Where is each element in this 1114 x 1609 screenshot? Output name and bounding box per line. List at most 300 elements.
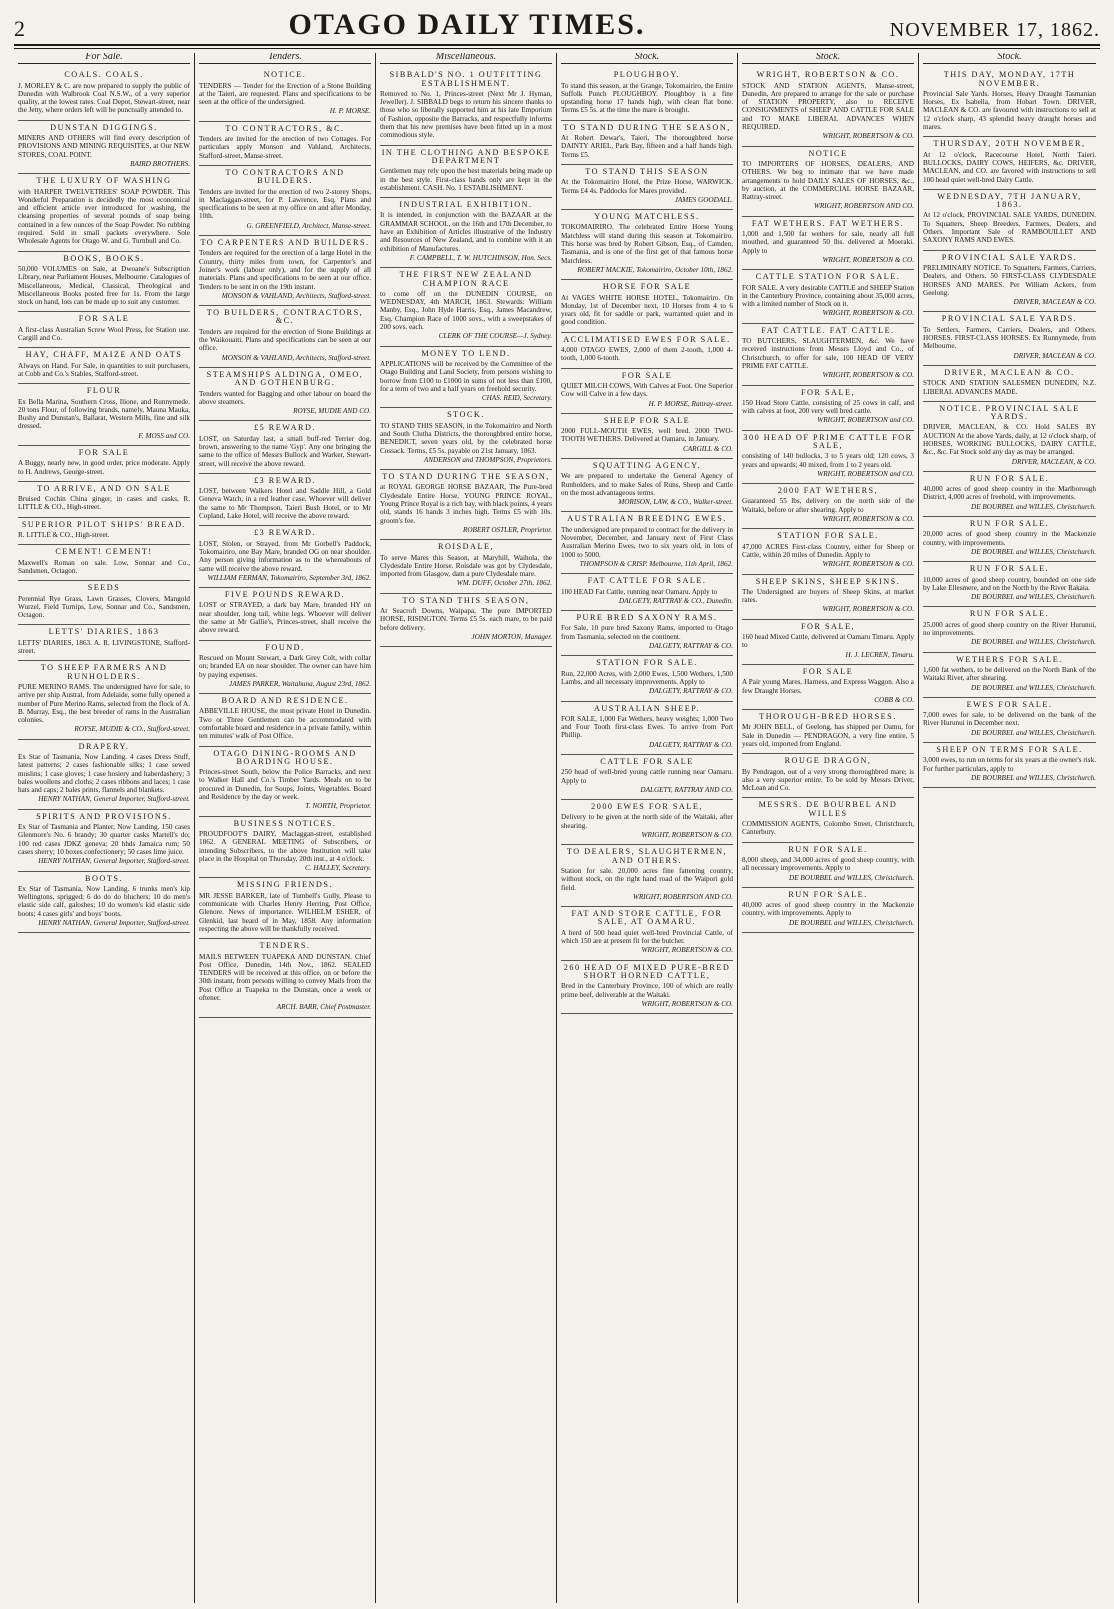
ad-body: Tenders are required for the erection of Stone Buildings at the Waikouaiti. Plans and specifications can be seen at our office. <box>199 327 371 353</box>
ad-title: 2000 FAT WETHERS, <box>777 486 879 496</box>
advertisement <box>923 698 1096 743</box>
advertisement <box>18 625 190 661</box>
ad-title: TO CARPENTERS AND BUILDERS. <box>200 238 370 248</box>
advertisement <box>380 540 552 593</box>
ad-title: TO STAND DURING THE SEASON, <box>382 472 550 482</box>
ad-body: For Sale, 10 pure bred Saxony Rams, imported to Otago from Tasmania, selected on the continent. <box>561 624 733 641</box>
ad-title: SPIRITS AND PROVISIONS. <box>36 811 172 821</box>
ad-signature: DALGETY, RATTRAY & CO. <box>649 740 733 749</box>
ad-body: Ex Bella Marina, Southern Cross, Ilione, and Runnymede. 20 tons Flour, of following brands, namely, Mauna Mauka, Bushy and Dunstan's, Ballarat, Western Mills, fine and silk dressed. <box>18 397 190 431</box>
ad-signature: DE BOURBEL and WILLES, Christchurch. <box>971 683 1096 692</box>
ad-title: RUN FOR SALE. <box>969 609 1050 619</box>
ad-title: FLOUR <box>86 386 122 396</box>
ad-title: RUN FOR SALE. <box>969 519 1050 529</box>
ad-body: R. LITTLE & CO., High-street. <box>18 531 110 540</box>
advertisement <box>561 414 733 459</box>
ad-signature: DE BOURBEL and WILLES, Christchurch. <box>971 547 1096 556</box>
advertisement <box>199 878 371 939</box>
ad-title: TENDERS. <box>259 941 311 951</box>
ad-title: WEDNESDAY, 7TH JANUARY, 1863. <box>937 191 1082 210</box>
ad-signature: WRIGHT, ROBERTSON & CO. <box>641 831 733 840</box>
ad-signature: DE BOURBEL and WILLES, Christchurch. <box>971 638 1096 647</box>
ad-signature: WRIGHT, ROBERTSON & CO. <box>822 371 914 380</box>
column-heading: For Sale. <box>18 53 190 64</box>
ad-body: Provincial Sale Yards. Horses, Heavy Draught Tasmanian Horses, Ex Isabella, from Hobart Town. DRIVER, MACLEAN & CO. are favoured with instructions to sell at 12 o'clock sharp, 43 splendid heavy draught horses and mares. <box>923 89 1096 132</box>
ad-title: HORSE FOR SALE <box>602 282 692 292</box>
ad-body: MAILS BETWEEN TUAPEKA AND DUNSTAN. Chief Post Office, Dunedin, 14th Nov., 1862. SEALED TENDERS will be received at this office, on or before the 30th instant, from persons willing to convey Mails from the Post Office at Tuapeka to the Dunstan, once a week or oftener. <box>199 952 371 1003</box>
advertisement <box>380 408 552 470</box>
column-heading: Stock. <box>742 53 914 64</box>
ad-signature: CLERK OF THE COURSE—J. Sydney. <box>438 332 552 341</box>
ad-title: CEMENT! CEMENT! <box>55 547 153 557</box>
advertisement <box>18 581 190 625</box>
ad-body: STOCK AND STATION SALESMEN DUNEDIN, N.Z. LIBERAL ADVANCES MADE. <box>923 379 1096 396</box>
ad-title: RUN FOR SALE. <box>969 564 1050 574</box>
ad-body: DRIVER, MACLEAN, & CO. Hold SALES BY AUCTION At the above Yards, daily, at 12 o'clock sharp, of HORSES, WORKING BULLOCKS, DAIRY CATTLE, &c., &c. Fat Stock sold any day as may be arranged. <box>923 423 1096 457</box>
ad-body: PROUDFOOT'S DAIRY, Maclaggan-street, established 1862. A GENERAL MEETING of Subscribers, or intending Subscribers, to the above Institution will take place in the Hospital on Thursday, 20th inst., at 4 o'clock. <box>199 829 371 863</box>
ad-title: DRAPERY. <box>78 741 130 751</box>
ad-body: Tenders are required for the erection of a large Hotel in the Country, thirty miles from town, for Carpenter's and Joiner's work (labour only), and for the supply of all materials. Plans and specifications to be seen at our office. Tenders to be sent in on the 19th instant. <box>199 249 371 291</box>
advertisement <box>380 146 552 198</box>
ad-title: FOR SALE, <box>801 621 855 631</box>
advertisement <box>18 121 190 174</box>
ad-title: FAT CATTLE. FAT CATTLE. <box>761 325 895 335</box>
ad-body: 250 head of well-bred young cattle running near Oamaru. Apply to <box>561 768 733 785</box>
advertisement <box>923 366 1096 402</box>
advertisement <box>742 431 914 484</box>
ad-body: TO STAND THIS SEASON, in the Tokomairiro and North and South Clutha Districts, the thoroughbred entire horse, BENEDICT, seven years old, by the celebrated horse Cossack. Terms, £5 5s. payable on 21st January, 1863. <box>380 421 552 455</box>
ad-signature: DALGETY, RATTRAY AND CO. <box>640 785 733 794</box>
advertisement <box>199 641 371 694</box>
ad-body: Bred in the Canterbury Province, 100 of which are really prime beef, deliverable at the Waitaki. <box>561 982 733 999</box>
ad-body: PURE MERINO RAMS. The undersigned have for sale, to arrive per ship Austral, from Adelaide, some fully opened a number of Pure Merino Rams, selected from the flock of A. B. Murray, Esq., the best breeder of rams in the Australian colonies. <box>18 682 190 725</box>
ad-body: We are prepared to undertake the General Agency of Runholders, and to make Sales of Runs, Sheep and Cattle on the most advantageous terms. <box>561 472 733 497</box>
ad-title: TO ARRIVE, AND ON SALE <box>37 483 171 493</box>
ad-title: THOROUGH-BRED HORSES. <box>759 712 897 722</box>
ad-signature: HENRY NATHAN, General Importer, Stafford-street. <box>38 919 190 928</box>
ad-body: Ex Star of Tasmania, Now Landing. 6 trunks men's kip Wellingtons, sprigged; 6 do do do bluchers; 10 do men's elastic side calf, galoshes; 10 do women's kid elastic side boots; 4 cases girls' and boys' boots. <box>18 884 190 918</box>
ad-signature: ROYSE, MUDIE & CO., Stafford-street. <box>74 725 190 734</box>
ad-title: SHEEP ON TERMS FOR SALE. <box>936 745 1083 754</box>
ad-signature: H. J. LECREN, Timaru. <box>845 650 914 659</box>
ad-title: THE LUXURY OF WASHING <box>36 176 172 186</box>
advertisement <box>380 594 552 647</box>
ad-title: STATION FOR SALE. <box>596 658 698 668</box>
ad-body: LOST, between Walkers Hotel and Saddle Hill, a Gold Geneva Watch, in a red leather case. Whoever will deliver the same to Mr Thompson, Taieri Bush Hotel, or to Mr Copland, Lake Hotel, will receive the above reward. <box>199 487 371 521</box>
ad-title: DUNSTAN DIGGINGS. <box>50 122 158 132</box>
ad-title: MONEY TO LEND. <box>421 348 511 358</box>
ad-body: Tenders wanted for Bagging and other labour on board the above steamers. <box>199 389 371 406</box>
ad-body: At VAGES WHITE HORSE HOTEL, Tokomairiro. On Monday, 1st of December next, 10 Horses from 4 to 6 years old, fit for saddle or park, warranted quiet and in good condition. <box>561 293 733 327</box>
ad-signature: HENRY NATHAN, General Importer, Stafford-street. <box>38 857 190 866</box>
advertisement <box>18 482 190 518</box>
ad-body: Gentlemen may rely upon the best materials being made up in the best style. First-class hands only are kept in the establishment. CASH. No. 1 ESTABLISHMENT. <box>380 167 552 192</box>
ad-title: FOR SALE <box>802 666 854 676</box>
ad-title: AUSTRALIAN SHEEP. <box>593 703 700 713</box>
ad-signature: MONSON & VAHLAND, Architects, Stafford-street. <box>221 353 371 362</box>
ad-title: NOTICE. PROVINCIAL SALE YARDS. <box>939 403 1080 422</box>
ad-signature: DE BOURBEL and WILLES, Christchurch. <box>971 773 1096 782</box>
ad-signature: HENRY NATHAN, General Importer, Stafford-street. <box>38 795 190 804</box>
ad-title: FOR SALE <box>621 370 673 380</box>
ad-body: LETTS' DIARIES, 1863. A. R. LIVINGSTONE, Stafford-street. <box>18 638 190 656</box>
ad-signature: C. HALLEY, Secretary. <box>305 864 371 873</box>
ad-signature: WRIGHT, ROBERTSON AND CO. <box>813 202 914 211</box>
advertisement <box>199 166 371 236</box>
advertisement <box>199 368 371 421</box>
ad-signature: ANDERSON and THOMPSON, Proprietors. <box>423 455 552 464</box>
advertisement <box>199 122 371 166</box>
ad-signature: WRIGHT, ROBERTSON & CO. <box>822 132 914 141</box>
column-heading: Tenders. <box>199 53 371 64</box>
ad-title: PROVINCIAL SALE YARDS. <box>941 314 1078 324</box>
column-2 <box>195 53 376 1603</box>
advertisement <box>742 843 914 888</box>
advertisement <box>561 459 733 512</box>
ad-title: ROISDALE, <box>437 542 495 552</box>
ad-title: STATION FOR SALE. <box>777 531 879 541</box>
ad-signature: COBB & CO. <box>874 695 914 704</box>
ad-title: ACCLIMATISED EWES FOR SALE. <box>563 334 731 344</box>
ad-body: COMMISSION AGENTS, Colombo Street, Christchurch, Canterbury. <box>742 820 914 837</box>
ad-signature: WRIGHT, ROBERTSON & CO. <box>822 560 914 569</box>
ad-title: RUN FOR SALE. <box>969 473 1050 483</box>
column-5 <box>738 53 919 1603</box>
ad-title: LETTS' DIARIES, 1863 <box>48 627 160 637</box>
ad-body: At Seacroft Downs, Waipapa, The pure IMPORTED HORSE, RISINGTON. Terms £5 5s. each mare, to be paid before delivery. <box>380 607 552 632</box>
ad-body: Ex Star of Tasmania, Now Landing. 4 cases Dress Stuff, latest patterns; 2 cases fashionable silks; 1 case sewed muslins; 1 case gloves; 1 case hosiery and haberdashery; 3 bales woollens and cloths; 2 cases ribbons and laces; 1 case hats and caps; 2 bales prints, flannels and blankets. <box>18 753 190 795</box>
advertisement <box>199 588 371 640</box>
column-heading: Stock. <box>923 53 1096 64</box>
ad-title: TO CONTRACTORS AND BUILDERS. <box>225 167 345 186</box>
ad-body: Ex Star of Tasmania and Planter, Now Landing. 150 cases Glenmore's No. 6 brandy; 30 quarter casks Martell's do; 100 red cases JDKZ geneva; 20 hhds Jamaica rum; 50 cases sherry; 10 boxes confectionery; 50 cases lime juice. <box>18 823 190 856</box>
ad-title: AUSTRALIAN BREEDING EWES. <box>567 514 727 524</box>
column-heading: Stock. <box>561 53 733 64</box>
ad-title: COALS. COALS. <box>64 70 144 80</box>
ad-body: TO IMPORTERS OF HORSES, DEALERS, AND OTHERS. We beg to intimate that we have made arrangements to hold DAILY SALES OF HORSES, &c., by auction, at the COMMERCIAL HORSE BAZAAR, Rattray-street. <box>742 159 914 202</box>
advertisement <box>18 740 190 810</box>
ad-body: LOST or STRAYED, a dark bay Mare, branded HY on near shoulder, long tail, white legs. Whoever will deliver the same at Mr Gallie's, Princes-street, shall receive the above reward. <box>199 601 371 635</box>
ad-body: The Undersigned are buyers of Sheep Skins, at market rates. <box>742 587 914 605</box>
column-4 <box>557 53 738 1603</box>
ad-signature: MORISON, LAW, & CO., Walker-street. <box>618 498 733 507</box>
ad-title: NOTICE <box>808 148 848 158</box>
advertisement <box>742 217 914 270</box>
ad-title: THIS DAY, MONDAY, 17TH NOVEMBER. <box>943 70 1076 88</box>
ad-title: 300 HEAD OF PRIME CATTLE FOR SALE, <box>743 432 913 450</box>
advertisement <box>742 529 914 574</box>
column-3 <box>376 53 557 1603</box>
advertisement <box>923 607 1096 652</box>
advertisement <box>561 121 733 165</box>
advertisement <box>923 517 1096 562</box>
ad-signature: WRIGHT, ROBERTSON & CO. <box>641 999 733 1008</box>
ad-title: STOCK. <box>447 410 485 420</box>
ad-signature: WRIGHT, ROBERTSON AND CO. <box>632 892 733 901</box>
ad-body: It is intended, in conjunction with the BAZAAR at the GRAMMAR SCHOOL, on the 16th and 17th December, to have an Exhibition of Articles illustrative of the Industry and Resources of New Zealand, and to combine with it an exhibition of Manufactures. <box>380 211 552 253</box>
ad-body: Princes-street South, below the Police Barracks, and next to Walker Hall and Co.'s Timber Yards. Meals on to be procured in Dunedin, for Soups, Joints, Vegetables. Board and Residence by the day or week. <box>199 768 371 802</box>
ad-title: SUPERIOR PILOT SHIPS' BREAD. <box>21 519 187 529</box>
ad-body: 100 HEAD Fat Cattle, running near Oamaru. Apply to <box>561 587 718 596</box>
ad-body: APPLICATIONS will be received by the Committee of the Otago Building and Land Society, from persons wishing to borrow from £100 to £1000 in sums of not less than £100, for a term of two and a half years on freehold security. <box>380 359 552 393</box>
advertisement <box>18 518 190 546</box>
advertisement <box>18 384 190 446</box>
advertisement <box>18 446 190 482</box>
ad-title: THE FIRST NEW ZEALAND CHAMPION RACE <box>399 270 533 288</box>
ad-body: To Settlers, Farmers, Carriers, Dealers, and Others. HORSES. FIRST-CLASS HORSES. Ex Runnymede, from Melbourne. <box>923 325 1096 351</box>
ad-body: at ROYAL GEORGE HORSE BAZAAR, The Pure-bred Clydesdale Entire Horse, YOUNG PRINCE ROYAL, Young Prince Royal is a rich bay, with black points, 4 years old, stands 16 hands 3 inches high. Terms £5 with 10s. groom's fee. <box>380 483 552 525</box>
ad-body: 25,000 acres of good sheep country on the River Hurunui, no improvements. <box>923 620 1096 638</box>
advertisement <box>199 236 371 306</box>
ad-signature: JAMES PARKER, Waitahuna, August 23rd, 1862. <box>229 679 371 688</box>
advertisement <box>561 369 733 414</box>
ad-body: MR JESSE BARKER, late of Tumbell's Gully, Please to communicate with Charles Henry Herring, Post Office, Glenore. News of importance. WILHELM ESHER, of Glenkid, last heard of in May, 1858. Any information respecting the above will be thankfully received. <box>199 891 371 933</box>
column-6 <box>919 53 1100 1603</box>
ad-body: Maxwell's Roman on sale. Low, Sonnar and Co., Sandsmen, Octagon. <box>18 558 190 575</box>
advertisement <box>199 939 371 1017</box>
advertisement <box>380 268 552 346</box>
ad-signature: WRIGHT, ROBERTSON & CO. <box>822 309 914 318</box>
advertisement <box>18 810 190 872</box>
ad-title: SIBBALD'S NO. 1 OUTFITTING ESTABLISHMENT. <box>389 70 543 88</box>
ad-title: FOUND. <box>265 642 305 652</box>
ad-body: PRELIMINARY NOTICE. To Squatters, Farmers, Carriers, Dealers, and Others. 50 FIRST-CLASS CLYDESDALE HORSES AND MARES. Per William Ackers, from Geelong. <box>923 263 1096 297</box>
ad-signature: JOHN MORTON, Manager. <box>471 632 552 641</box>
ad-body: At Robert Dewar's, Taieri, The thoroughbred horse DAINTY ARIEL, Park Bay, fifteen and a half hands high. Terms £5. <box>561 134 733 159</box>
ad-body: 1,000 and 1,500 fat wethers for sale, nearly all full mouthed, and guaranteed 50 lbs. delivered at Moeraki. Apply to <box>742 230 914 255</box>
ad-title: BOARD AND RESIDENCE. <box>221 696 349 706</box>
ad-signature: MONSON & VAHLAND, Architects, Stafford-street. <box>221 291 371 300</box>
ad-title: FIVE POUNDS REWARD. <box>224 590 346 600</box>
ad-signature: DRIVER, MACLEAN, & CO. <box>1011 457 1096 466</box>
ad-signature: H. P. MORSE. <box>329 107 371 116</box>
ad-signature: WRIGHT, ROBERTSON & CO. <box>822 515 914 524</box>
ad-body: To serve Mares this Season, at Maryhill, Waihola, the Clydesdale Entire Horse. Roisdale was got by Clydesdale, imported from Glasgow, dam a pure Clydesdale mare. <box>380 553 552 579</box>
advertisement <box>561 656 733 701</box>
ad-title: FOR SALE <box>78 314 130 324</box>
advertisement <box>561 512 733 574</box>
advertisement <box>380 347 552 409</box>
ad-body: 1,600 fat wethers, to be delivered on the North Bank of the Waitaki River, after shearing. <box>923 665 1096 683</box>
ad-signature: DRIVER, MACLEAN & CO. <box>1013 351 1096 360</box>
ad-signature: CHAS. REID, Secretary. <box>481 394 552 403</box>
ad-body: 10,000 acres of good sheep country, bounded on one side by Lake Ellesmere, and on the North by the River Rakaia. <box>923 575 1096 592</box>
ad-body: TO BUTCHERS, SLAUGHTERMEN, &c. We have received instructions from Messrs Lloyd and Co., of Christchurch, to offer for sale, 100 HEAD OF VERY PRIME FAT CATTLE. <box>742 337 914 370</box>
ad-signature: ROBERT MACKIE, Tokomairiro, October 10th, 1862. <box>577 265 733 274</box>
advertisement <box>561 800 733 845</box>
advertisement <box>199 747 371 817</box>
ad-body: 47,000 ACRES First-class Country, either for Sheep or Cattle, within 20 miles of Dunedin. Apply to <box>742 542 914 559</box>
advertisement <box>923 743 1096 788</box>
ad-signature: T. NORTH, Proprietor. <box>305 802 371 811</box>
ad-body: Mr JOHN BELL, of Geelong, has shipped per Oamu, for Sale in Dunedin — PENDRAGON, a very fine entire, 5 years old, imported from England. <box>742 723 914 748</box>
ad-signature: F. MOSS and CO. <box>138 431 190 440</box>
ad-title: TO STAND THIS SEASON <box>585 166 709 176</box>
ad-signature: WILLIAM FERMAN, Tokomairiro, September 3rd, 1862. <box>207 573 371 582</box>
ad-title: FAT WETHERS. FAT WETHERS. <box>751 218 905 228</box>
advertisement <box>561 845 733 907</box>
ad-title: IN THE CLOTHING AND BESPOKE DEPARTMENT <box>381 147 551 165</box>
advertisement <box>561 68 733 120</box>
ad-body: Removed to No. 1, Princes-street (Next Mr J. Hyman, Jeweller). J. SIBBALD begs to return his sincere thanks to those who so liberally supported him at his late Emporium of Fashion, opposite the Barracks, and respectfully informs them that his new premises have been fitted up in a most commodious style. <box>380 89 552 140</box>
ad-body: 40,000 acres of good sheep country in the Marlborough District, 4,000 acres of freehold, with improvements. <box>923 485 1096 502</box>
ad-title: 260 HEAD OF MIXED PURE-BRED SHORT HORNED CATTLE, <box>563 962 731 980</box>
ad-title: TO CONTRACTORS, &C. <box>225 123 345 133</box>
ad-signature: H. P. MORSE, Rattray-street. <box>648 399 733 408</box>
advertisement <box>742 710 914 754</box>
ad-body: 150 Head Store Cattle, consisting of 25 cows in calf, and with calves at foot, 200 very well bred cattle. <box>742 398 914 416</box>
ad-signature: WRIGHT, ROBERTSON and CO. <box>817 416 914 425</box>
ad-body: At 12 o'clock, PROVINCIAL SALE YARDS, DUNEDIN. To Squatters, Sheep Breeders, Farmers, Dealers, and Others. Important Sale of RAMBOUILLET AND SAXONY RAMS AND EWES. <box>923 211 1096 245</box>
advertisement <box>923 68 1096 137</box>
issue-date: NOVEMBER 17, 1862. <box>889 19 1100 41</box>
ad-body: TENDERS — Tender for the Erection of a Stone Building at the Taieri, are requested. Plans and specifications to be seen at the office of the undersigned. <box>199 81 371 107</box>
advertisement <box>380 198 552 268</box>
ad-body: 8,000 sheep, and 34,000 acres of good sheep country, with all necessary improvements. Apply to <box>742 855 914 873</box>
advertisement <box>742 484 914 529</box>
ad-body: FOR SALE, 1,000 Fat Wethers, heavy weights; 1,000 Two and Four Tooth first-class Ewes. To arrive from Port Phillip. <box>561 714 733 740</box>
ad-title: CATTLE STATION FOR SALE. <box>755 272 901 282</box>
advertisement <box>199 817 371 879</box>
advertisement <box>742 665 914 710</box>
ad-body: Tenders are invited for the erection of two 2-storey Shops, in Maclaggan-street, for P. Lawrence, Esq. Plans and specifications to be seen at my office on and after Monday, 10th. <box>199 187 371 221</box>
advertisement <box>18 545 190 581</box>
ad-signature: DALGETY, RATTRAY & CO., Dunedin. <box>618 596 733 605</box>
advertisement <box>742 386 914 431</box>
ad-title: FAT AND STORE CATTLE, FOR SALE, AT OAMARU. <box>571 909 723 927</box>
ad-title: SQUATTING AGENCY. <box>592 460 702 470</box>
ad-signature: DE BOURBEL and WILLES, Christchurch. <box>789 918 914 927</box>
ad-signature: ROBERT OSTLER, Proprietor. <box>462 525 552 534</box>
ad-signature: DALGETY, RATTRAY & CO. <box>649 687 733 696</box>
advertisement <box>18 252 190 313</box>
ad-body: 20,000 acres of good sheep country in the Mackenzie country, with improvements. <box>923 530 1096 547</box>
ad-body: with HARPER TWELVETREES' SOAP POWDER. This Wonderful Preparation is decidedly the most economical and efficient article ever introduced for washing, the cleansing properties of several pounds of soap being contained in a few ounces of the Soap Powder. No rubbing required. Sold in small packets everywhere. Sole Wholesale Agents for Otago W. and G. Turnbull and Co. <box>18 187 190 246</box>
ad-title: PLOUGHBOY. <box>613 70 681 80</box>
ad-title: TO DEALERS, SLAUGHTERMEN, AND OTHERS. <box>566 847 728 865</box>
advertisement <box>199 68 371 121</box>
advertisement <box>199 526 371 588</box>
advertisement <box>18 872 190 934</box>
ad-title: 2000 EWES FOR SALE, <box>591 802 703 812</box>
ad-body: To stand this season, at the Grange, Tokomairiro, the Entire Suffolk Punch PLOUGHBOY. Ploughboy is a fine upstanding horse 17 hands high, with clean flat bone. Terms £5 5s. at the time the mare is brought. <box>561 81 733 115</box>
ad-signature: DE BOURBEL and WILLES, Christchurch. <box>971 502 1096 511</box>
ad-title: BOOTS. <box>85 873 123 883</box>
ad-body: Delivery to be given at the north side of the Waitaki, after shearing. <box>561 813 733 830</box>
ad-body: The undersigned are prepared to contract for the delivery in November, December, and January next of First Class Australian Merino Ewes, two to six years old, in lots of 1000 to 5000. <box>561 525 733 559</box>
ad-title: RUN FOR SALE. <box>788 889 868 899</box>
ad-title: PURE BRED SAXONY RAMS. <box>576 613 718 623</box>
ad-body: Station for sale. 20,000 acres fine fattening country, without stock, on the right hand road of the Waipori gold field. <box>561 866 733 892</box>
advertisement <box>561 907 733 960</box>
ad-title: INDUSTRIAL EXHIBITION. <box>399 200 533 210</box>
ad-body: By Pendragon, out of a very strong thoroughbred mare; is also a very superior entire. To be sold by Messrs Driver, McLean and Co. <box>742 767 914 793</box>
advertisement <box>742 798 914 842</box>
ad-body: TOKOMAIRIRO. The celebrated Entire Horse Young Matchless will stand during this season at Tokomairiro. This horse was bred by Robert Gibson, Esq., of Camden, Tasmania, and is one of the first get of that famous horse Matchless. <box>561 223 733 265</box>
ad-title: SEEDS <box>87 583 121 593</box>
advertisement <box>742 324 914 386</box>
ad-body: MINERS AND OTHERS will find every description of PROVISIONS AND MINING REQUISITES, at Our NEW STORES, COAL POINT. <box>18 134 190 159</box>
column-heading: Miscellaneous. <box>380 53 552 64</box>
advertisement <box>742 270 914 323</box>
advertisement <box>199 474 371 526</box>
ad-title: WETHERS FOR SALE. <box>956 654 1063 664</box>
advertisement <box>18 348 190 384</box>
ad-title: £3 REWARD. <box>254 528 316 538</box>
ad-body: 160 head Mixed Cattle, delivered at Oamaru Timaru. Apply to <box>742 633 914 650</box>
masthead <box>14 10 1100 46</box>
ad-body: 2000 FULL-MOUTH EWES, well bred. 2000 TWO-TOOTH WETHERS. Delivered at Oamaru, in January. <box>561 427 733 444</box>
ad-body: STOCK AND STATION AGENTS, Manse-street, Dunedin, Are prepared to arrange for the sale or purchase of STATION PROPERTY, also to RECEIVE CONSIGNMENTS of SHEEP AND CATTLE FOR SALE and TO MAKE LIBERAL ADVANCES WHEN REQUIRED. <box>742 81 914 132</box>
ad-body: Bruised Cochin China ginger, in cases and casks, R. LITTLE & CO., High-street. <box>18 495 190 512</box>
masthead-rule <box>14 48 1100 49</box>
advertisement <box>561 702 733 755</box>
ad-title: PROVINCIAL SALE YARDS. <box>941 252 1078 262</box>
ad-body: A Buggy, nearly new, in good order, price moderate. Apply to H. Andrews, George-street. <box>18 459 190 476</box>
ad-body: Rescued on Mount Stewart, a Dark Grey Colt, with collar on; branded EA on near shoulder. The owner can have him by paying expenses. <box>199 653 371 679</box>
ad-signature: G. GREENFIELD, Architect, Manse-street. <box>246 221 371 230</box>
advertisement <box>923 312 1096 365</box>
ad-body: LOST, on Saturday last, a small buff-red Terrier dog, brown, answering to the name 'Gyp'. Any one bringing the same to the office of Messrs Bullock and Warker, Stewart-street, will receive the above reward. <box>199 434 371 468</box>
ad-title: WRIGHT, ROBERTSON & CO. <box>756 70 900 80</box>
ad-body: At 12 o'clock, Racecourse Hotel, North Taieri. BULLOCKS, DAIRY COWS, HEIFERS, &c. DRIVER, MACLEAN, and CO. are favored with instructions to sell 100 head quiet well-bred Dairy Cattle. <box>923 150 1096 184</box>
advertisement <box>561 165 733 210</box>
ad-signature: WRIGHT, ROBERTSON & CO. <box>822 605 914 614</box>
ad-body: Run, 22,000 Acres, with 2,000 Ewes, 1,500 Wethers, 1,500 Lambs, and all necessary improvements. Apply to <box>561 669 733 686</box>
ad-body: FOR SALE. A very desirable CATTLE and SHEEP Station in the Canterbury Province, containing about 35,000 acres, with a limited number of Stock on it. <box>742 283 914 309</box>
ad-body: LOST, Stolen, or Strayed, from Mr Gorbell's Paddock, Tokomairiro, one Bay Mare, branded OG on near shoulder. Any person giving information as to the whereabouts of same will receive the above reward. <box>199 539 371 573</box>
ad-signature: WRIGHT, ROBERTSON & CO. <box>641 946 733 955</box>
ad-signature: DE BOURBEL and WILLES, Christchurch. <box>971 593 1096 602</box>
ad-signature: WRIGHT, ROBERTSON and CO. <box>817 469 914 478</box>
advertisement <box>561 333 733 369</box>
newspaper-title: OTAGO DAILY TIMES. <box>288 8 646 41</box>
advertisement <box>561 210 733 280</box>
ad-body: A first-class Australian Screw Wool Press, for Station use. Cargill and Co. <box>18 325 190 343</box>
ad-title: BUSINESS NOTICES. <box>233 818 337 828</box>
ad-signature: F. CAMPBELL, T. W. HUTCHINSON, Hon. Secs. <box>409 253 552 262</box>
advertisement <box>199 306 371 368</box>
ad-signature: ROYSE, MUDIE AND CO. <box>293 407 371 416</box>
ad-body: 7,000 ewes for sale, to be delivered on the bank of the River Hurunui in December next. <box>923 711 1096 728</box>
advertisement <box>561 574 733 611</box>
columns-container <box>14 53 1100 1603</box>
ad-signature: CARGILL & CO. <box>683 444 733 453</box>
ad-signature: WRIGHT, ROBERTSON & CO. <box>822 255 914 264</box>
ad-title: TO STAND THIS SEASON, <box>402 595 530 605</box>
ad-signature: ARCH. BARR, Chief Postmaster. <box>276 1003 371 1012</box>
advertisement <box>923 251 1096 313</box>
ad-title: EWES FOR SALE. <box>966 699 1053 709</box>
ad-body: 40,000 acres of good sheep country in the Mackenzie country, with improvements. Apply to <box>742 901 914 918</box>
ad-title: RUN FOR SALE. <box>788 844 868 854</box>
ad-title: BOOKS, BOOKS. <box>63 253 145 263</box>
advertisement <box>742 620 914 665</box>
ad-body: Perennial Rye Grass, Lawn Grasses, Clovers, Mangold Wurzel, Field Turnips, Lew, Sonnar and Co., Sandsmen, Octagon. <box>18 594 190 620</box>
ad-title: TO STAND DURING THE SEASON, <box>563 122 731 132</box>
ad-title: OTAGO DINING-ROOMS AND BOARDING HOUSE. <box>213 748 357 766</box>
column-1 <box>14 53 195 1603</box>
ad-title: YOUNG MATCHLESS. <box>594 212 700 222</box>
advertisement <box>923 402 1096 472</box>
ad-signature: DE BOURBEL and WILLES, Christchurch. <box>971 728 1096 737</box>
advertisement <box>18 661 190 739</box>
ad-title: FOR SALE, <box>801 387 855 397</box>
ad-title: NOTICE. <box>263 70 307 80</box>
ad-signature: THOMPSON & CRISP. Melbourne, 11th April, 1862. <box>579 559 733 568</box>
ad-signature: DE BOURBEL and WILLES, Christchurch. <box>789 873 914 882</box>
ad-title: HAY, CHAFF, MAIZE AND OATS <box>25 350 183 360</box>
